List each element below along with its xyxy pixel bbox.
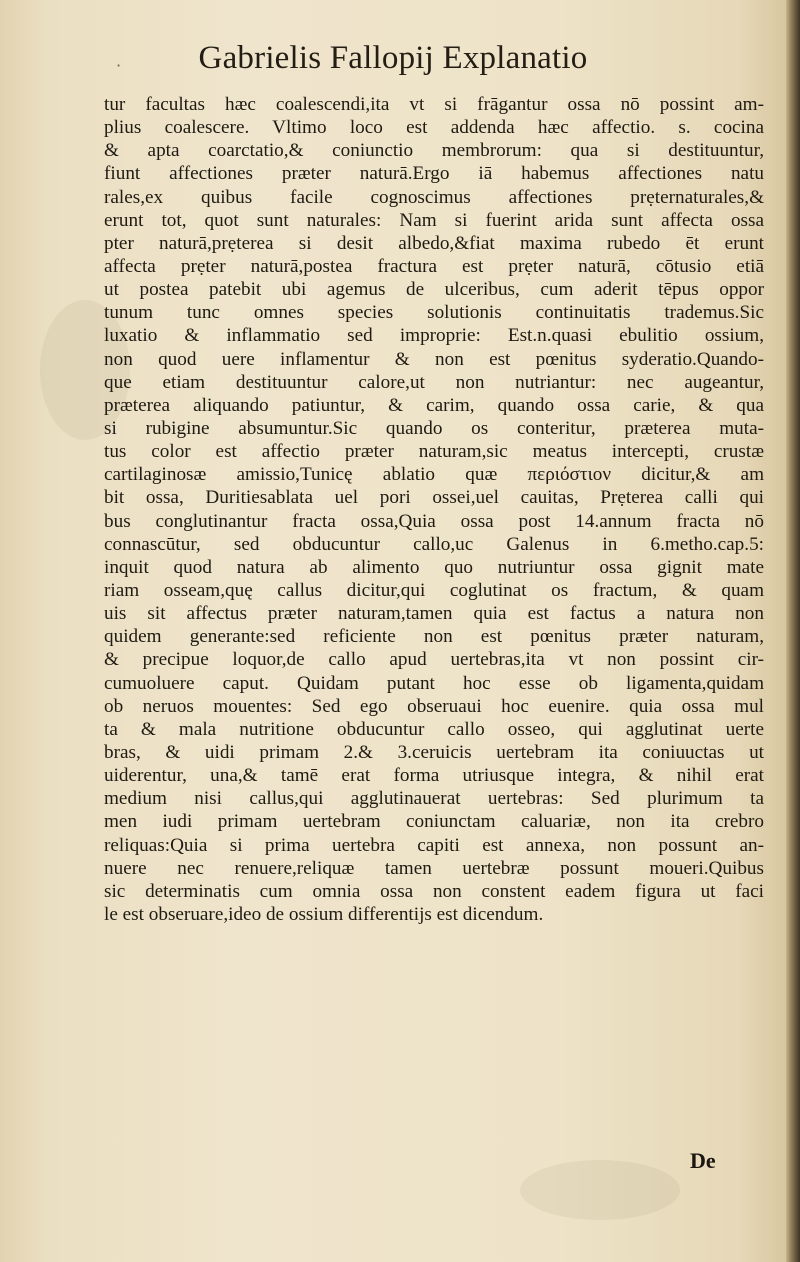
text-line: ob neruos mouentes: Sed ego obseruaui hoc euenire. quia ossa mul [104,695,764,717]
text-line: inquit quod natura ab alimento quo nutriuntur ossa gignit mate [104,556,764,578]
text-line: rales,ex quibus facile cognoscimus affectiones prẹternaturales,& [104,186,764,208]
text-line: cartilaginosæ amissio,Tunicę ablatio quæ περιόστιον dicitur,& am [104,464,764,486]
text-line: plius coalescere. Vltimo loco est addenda hæc affectio. s. cocina [104,117,764,139]
text-line: connascūtur, sed obducuntur callo,uc Galenus in 6.metho.cap.5: [104,533,764,555]
text-line: le est obseruare,ideo de ossium differentijs est dicendum. [104,903,544,925]
text-line: præterea aliquando patiuntur, & carim, quando ossa carie, & qua [104,394,764,416]
text-line: pter naturā,prẹterea si desit albedo,&fiat maxima rubedo ēt erunt [104,232,764,254]
text-line: cumuoluere caput. Quidam putant hoc esse ob ligamenta,quidam [104,672,764,694]
text-line: medium nisi callus,qui agglutinauerat uertebras: Sed plurimum ta [104,788,764,810]
text-line: tus color est affectio præter naturam,sic meatus intercepti, crustæ [104,441,764,463]
text-line: ta & mala nutritione obducuntur callo osseo, qui agglutinat uerte [104,718,764,740]
text-line: quidem generante:sed reficiente non est pœnitus præter naturam, [104,626,764,648]
text-line: ut postea patebit ubi agemus de ulceribus, cum aderit tēpus oppor [104,279,764,301]
catchword: De [690,1148,716,1173]
running-title: Gabrielis Fallopij Explanatio [198,40,588,76]
text-line: bit ossa, Duritiesablata uel pori ossei,uel cauitas, Prẹterea calli qui [104,487,764,509]
text-line: bus conglutinantur fracta ossa,Quia ossa post 14.annum fracta nō [104,510,764,532]
text-line: erunt tot, quot sunt naturales: Nam si fuerint arida sunt affecta ossa [104,209,764,231]
text-line: & apta coarctatio,& coniunctio membrorum: qua si destituuntur, [104,140,764,162]
paper-stain [520,1160,680,1220]
text-line: fiunt affectiones præter naturā.Ergo iā habemus affectiones natu [104,163,764,185]
text-line: que etiam destituuntur calore,ut non nutriantur: nec augeantur, [104,371,764,393]
text-line: si rubigine absumuntur.Sic quando os conteritur, præterea muta- [104,417,764,439]
text-line: uis sit affectus præter naturam,tamen quia est factus a natura non [104,603,764,625]
text-line: tunum tunc omnes species solutionis continuitatis trademus.Sic [104,302,764,324]
text-line: riam osseam,quę callus dicitur,qui coglutinat os fractum, & quam [104,579,764,601]
text-line: sic determinatis cum omnia ossa non constent eadem figura ut faci [104,880,764,902]
text-line: nuere nec renuere,reliquæ tamen uertebræ possunt moueri.Quibus [104,857,764,879]
body-text [104,93,764,926]
page-edge [786,0,800,1262]
text-line: tur facultas hæc coalescendi,ita vt si frāgantur ossa nō possint am- [104,94,764,115]
text-line: reliquas:Quia si prima uertebra capiti est annexa, non possunt an- [104,834,764,856]
text-line: luxatio & inflammatio sed improprie: Est.n.quasi ebulitio ossium, [104,325,764,347]
text-line: affecta prẹter naturā,postea fractura est prẹter naturā, cōtusio etiā [104,255,764,277]
text-line: & precipue loquor,de callo apud uertebras,ita vt non possint cir- [104,649,764,671]
text-line: bras, & uidi primam 2.& 3.ceruicis uertebram ita coniuuctas ut [104,741,764,763]
text-line: uiderentur, una,& tamē erat forma utriusque integra, & nihil erat [104,765,764,787]
header-mark: · [116,56,122,75]
text-line: men iudi primam uertebram coniunctam caluariæ, non ita crebro [104,811,764,833]
text-line: non quod uere inflamentur & non est pœnitus syderatio.Quando- [104,348,764,370]
